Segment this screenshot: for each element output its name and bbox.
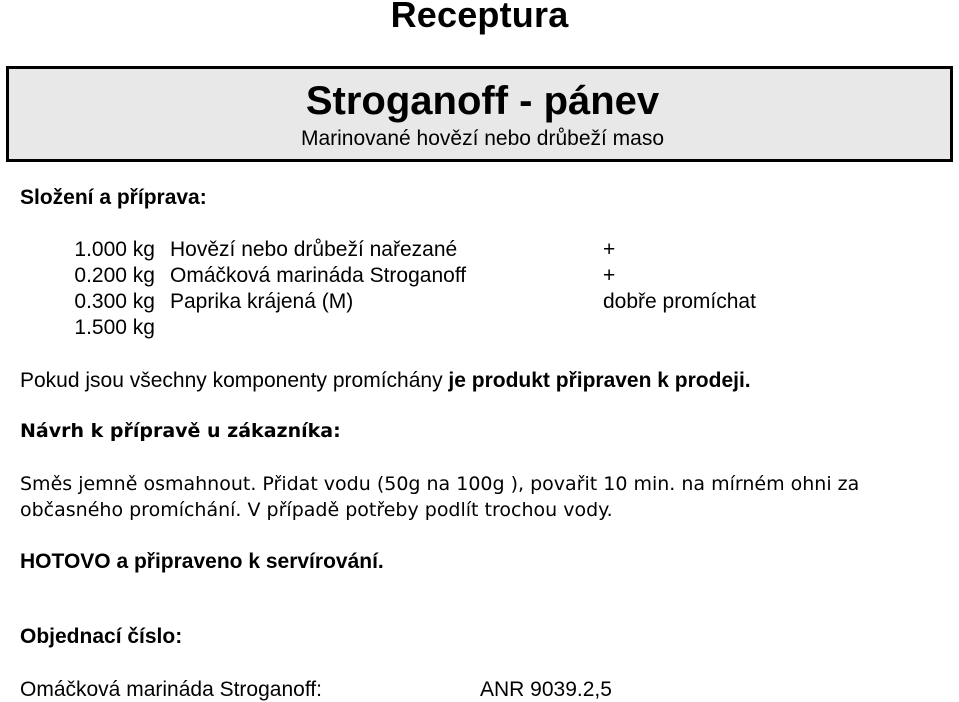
ingredient-row bbox=[0, 264, 959, 290]
ingredient-row bbox=[0, 238, 959, 264]
ingredient-quantity: 0.300 kg bbox=[74, 290, 155, 313]
document-title: Receptura bbox=[390, 0, 569, 35]
ingredient-note: + bbox=[603, 238, 616, 261]
recipe-title-box bbox=[6, 66, 953, 162]
ingredient-total-row bbox=[0, 316, 959, 342]
order-number: ANR 9039.2,5 bbox=[480, 678, 612, 701]
done-note: HOTOVO a připraveno k servírování. bbox=[20, 550, 384, 573]
recipe-subtitle: Marinované hovězí nebo drůbeží maso bbox=[300, 127, 665, 150]
ingredient-row bbox=[0, 290, 959, 316]
ready-note-text: Pokud jsou všechny komponenty promíchány bbox=[20, 369, 449, 392]
suggestion-text: Směs jemně osmahnout. Přidat vodu (50g na 100g ), povařit 10 min. na mírném ohni za občasného promíchání. V případě potřeby podlít trochou vody. bbox=[20, 473, 860, 521]
ingredient-name: Paprika krájená (M) bbox=[170, 290, 354, 313]
ingredient-quantity: 0.200 kg bbox=[74, 264, 155, 287]
recipe-name: Stroganoff - pánev bbox=[305, 79, 660, 123]
order-product-name: Omáčková marináda Stroganoff: bbox=[20, 678, 322, 701]
composition-heading: Složení a příprava: bbox=[20, 186, 207, 209]
ingredient-name: Hovězí nebo drůbeží nařezané bbox=[170, 238, 458, 261]
ingredient-total-quantity: 1.500 kg bbox=[74, 316, 155, 339]
ingredient-name: Omáčková marináda Stroganoff bbox=[170, 264, 467, 287]
suggestion-heading: Návrh k přípravě u zákazníka: bbox=[20, 420, 341, 442]
ingredient-note: + bbox=[603, 264, 616, 287]
order-heading: Objednací číslo: bbox=[20, 625, 183, 648]
ingredient-note: dobře promíchat bbox=[603, 290, 756, 313]
ingredient-quantity: 1.000 kg bbox=[74, 238, 155, 261]
ready-note bbox=[20, 367, 940, 394]
ready-note-emphasis: je produkt připraven k prodeji. bbox=[448, 369, 751, 392]
